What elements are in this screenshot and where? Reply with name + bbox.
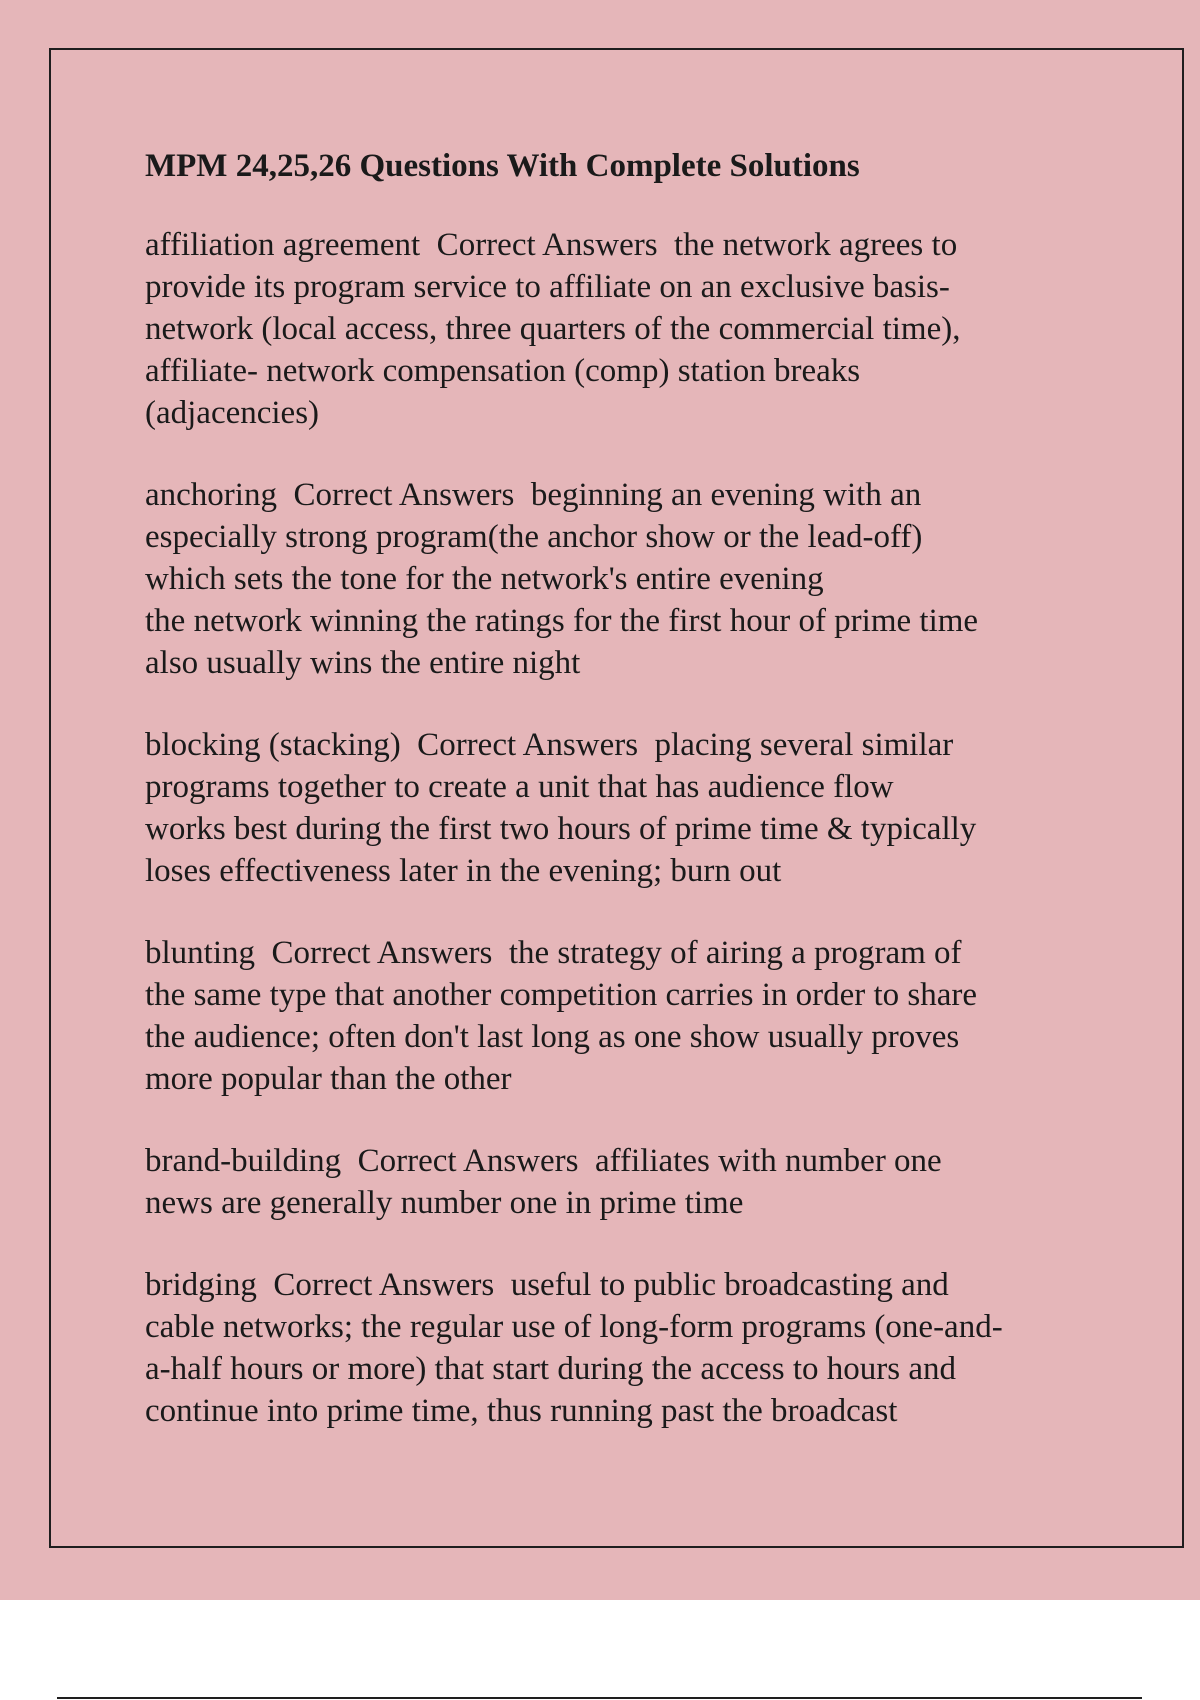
entry-line: the network winning the ratings for the first hour of prime time — [145, 603, 979, 639]
entry-line: blocking (stacking) Correct Answers placing several similar — [145, 727, 954, 763]
entry-brand-building — [145, 1140, 1105, 1224]
entry-line: programs together to create a unit that has audience flow — [145, 769, 894, 805]
entry-line: bridging Correct Answers useful to public broadcasting and — [145, 1267, 949, 1303]
entry-line: especially strong program(the anchor show or the lead-off) — [145, 519, 923, 555]
entry-line: cable networks; the regular use of long-form programs (one-and- — [145, 1309, 1003, 1345]
entry-line: blunting Correct Answers the strategy of airing a program of — [145, 935, 962, 971]
document-title: MPM 24,25,26 Questions With Complete Solutions — [145, 148, 860, 184]
entry-line: (adjacencies) — [145, 395, 320, 431]
entry-line: works best during the first two hours of prime time & typically — [145, 811, 977, 847]
document-body — [145, 142, 1105, 1472]
entry-line: which sets the tone for the network's entire evening — [145, 561, 824, 597]
entry-bridging — [145, 1264, 1105, 1432]
entry-line: the same type that another competition carries in order to share — [145, 977, 978, 1013]
footer-divider — [57, 1697, 1142, 1699]
entry-line: affiliation agreement Correct Answers the network agrees to — [145, 227, 958, 263]
entry-anchoring — [145, 474, 1105, 684]
entry-line: also usually wins the entire night — [145, 645, 581, 681]
entry-line: brand-building Correct Answers affiliates with number one — [145, 1143, 942, 1179]
entry-line: the audience; often don't last long as one show usually proves — [145, 1019, 960, 1055]
entry-line: affiliate- network compensation (comp) station breaks — [145, 353, 861, 389]
entry-line: loses effectiveness later in the evening; burn out — [145, 853, 782, 889]
entry-line: a-half hours or more) that start during the access to hours and — [145, 1351, 956, 1387]
entry-line: anchoring Correct Answers beginning an evening with an — [145, 477, 922, 513]
entry-line: network (local access, three quarters of the commercial time), — [145, 311, 961, 347]
entry-line: continue into prime time, thus running past the broadcast — [145, 1393, 898, 1429]
entry-blunting — [145, 932, 1105, 1100]
entry-line: news are generally number one in prime time — [145, 1185, 744, 1221]
entry-affiliation-agreement — [145, 224, 1105, 434]
entry-blocking — [145, 724, 1105, 892]
entry-line: more popular than the other — [145, 1061, 512, 1097]
entry-line: provide its program service to affiliate on an exclusive basis- — [145, 269, 950, 305]
